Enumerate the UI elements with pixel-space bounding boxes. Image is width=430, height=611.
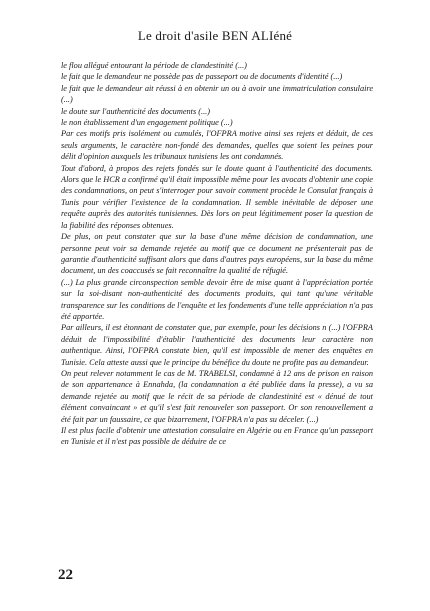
paragraph: le fait que le demandeur ne possède pas de passeport ou de documents d'identité (...) <box>61 72 343 82</box>
paragraph: le non établissement d'un engagement politique (...) <box>61 118 233 128</box>
page-number: 22 <box>58 567 73 583</box>
paragraph: Par ailleurs, il est étonnant de constater que, par exemple, pour les décisions n (...) l'OFPRA déduit de l'impossibilité d'établir l'authenticité des documents leur caractère non authentique. Ainsi, l'OFPRA constate bien, qu'il est impossible de mener des enquêtes en Tunisie. Cela atteste aussi que le principe du bénéfice du doute ne profite pas au demandeur. <box>61 323 373 367</box>
paragraph: Par ces motifs pris isolément ou cumulés, l'OFPRA motive ainsi ses rejets et déduit, de ces seuls arguments, le caractère non-fondé des demandes, quelles que soient les peines pour délit d'opinion auxquels les tribunaux tunisiens les ont condamnés. <box>61 129 373 162</box>
running-header: Le droit d'asile BEN ALIéné <box>137 28 293 43</box>
page-body <box>61 60 373 448</box>
paragraph: Il est plus facile d'obtenir une attestation consulaire en Algérie ou en France qu'un passeport en Tunisie et il n'est pas possible de déduire de ce <box>61 426 373 447</box>
paragraph: le fait que le demandeur ait réussi à en obtenir un ou à avoir une immatriculation consulaire (...) <box>61 83 373 105</box>
paragraph: On peut relever notamment le cas de M. TRABELSI, condamné à 12 ans de prison en raison de son appartenance à Ennahda, (la condamnation a été publiée dans la presse), a vu sa demande rejetée au motif que le récit de sa période de clandestinité est « dénué de tout élément convaincant » et qu'il s'est fait renouveler son passeport. Or son renouvellement a été fait par un faussaire, ce que bizarrement, l'OFPRA n'a pas su déceler. (...) <box>61 368 373 424</box>
paragraph: (...) La plus grande circonspection semble devoir être de mise quant à l'appréciation portée sur la soi-disant non-authenticité des documents produits, qui tant qu'une véritable transparence sur les conditions de l'enquête et les fondements d'une telle appréciation n'a pas été apportée. <box>61 277 373 321</box>
paragraph: De plus, on peut constater que sur la base d'une même décision de condamnation, une personne peut voir sa demande rejetée au motif que ce document ne présenterait pas de garantie d'authenticité suffisant alors que dans d'autres pays européens, sur la base du même document, un des coaccusés se fait reconnaître la qualité de réfugié. <box>61 232 373 276</box>
paragraph: le flou allégué entourant la période de clandestinité (...) <box>61 61 247 70</box>
paragraph: Tout d'abord, à propos des rejets fondés sur le doute quant à l'authenticité des documents. Alors que le HCR a confirmé qu'il était impossible même pour les avocats d'obtenir une copie des condamnations, on peut s'interroger pour savoir comment procède le Consulat français à Tunis pour vérifier l'existence de la condamnation. Il semble inévitable de déposer une requête auprès des autorités tunisiennes. Dès lors on peut légitimement poser la question de la fiabilité des réponses obtenues. <box>61 163 373 230</box>
paragraph: le doute sur l'authenticité des documents (...) <box>61 106 211 116</box>
